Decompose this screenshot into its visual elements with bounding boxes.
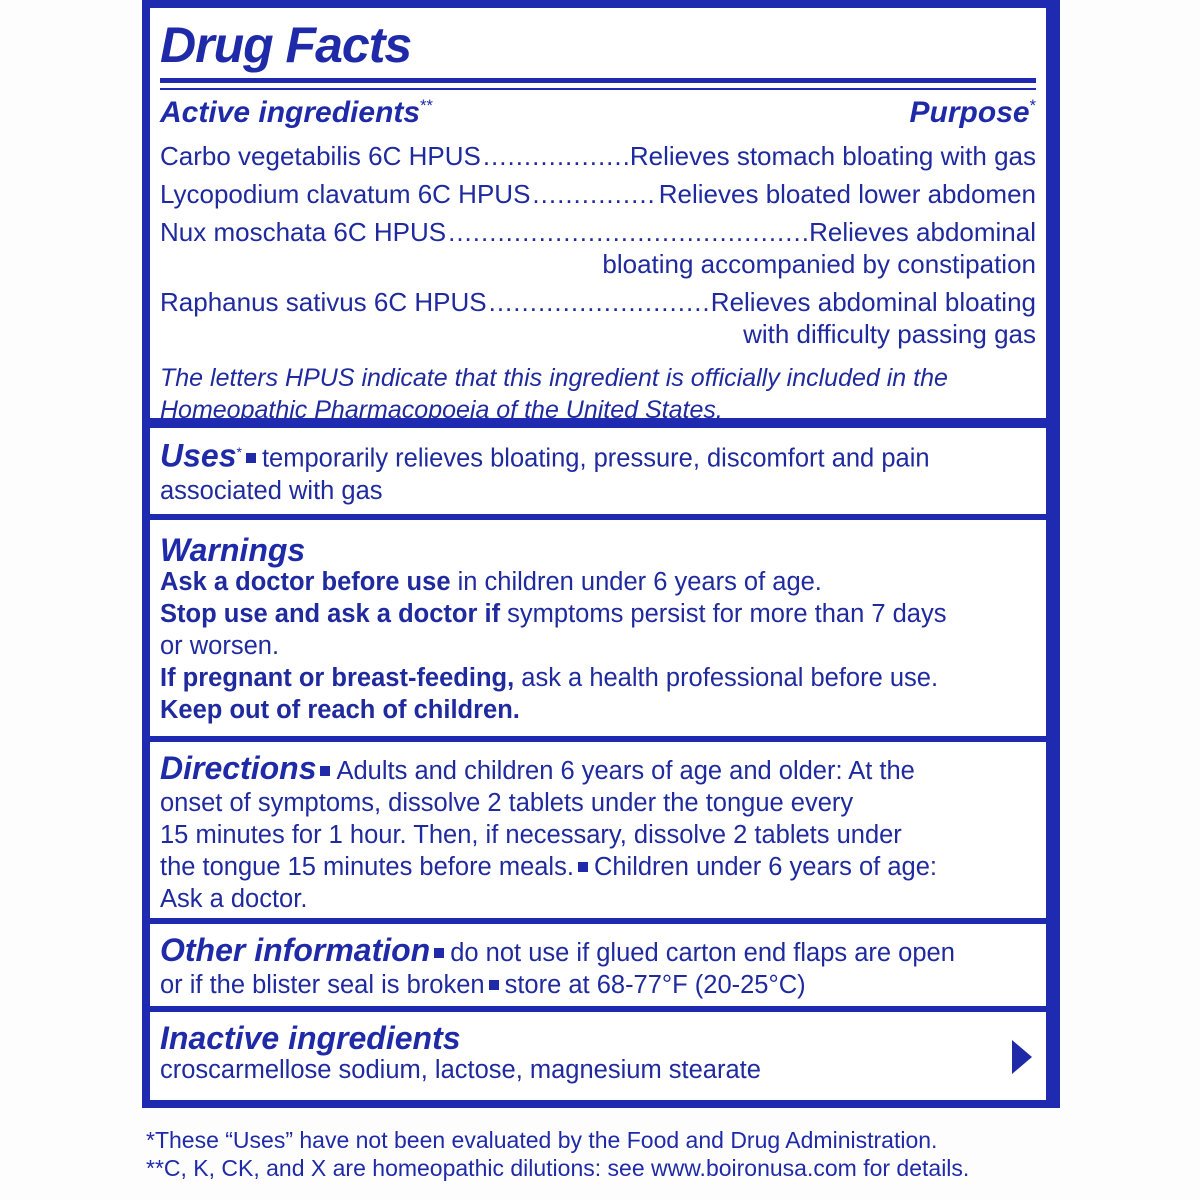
other-information-section: Other information do not use if glued carton end flaps are open or if the blister seal is broken store at 68-77°F (20-25°C) bbox=[150, 924, 1046, 1006]
hpus-note: The letters HPUS indicate that this ingredient is officially included in the Homeopathic Pharmacopoeia of the United States. bbox=[160, 364, 948, 424]
warning-line: Keep out of reach of children. bbox=[160, 696, 520, 724]
directions-section: Directions Adults and children 6 years of age and older: At the onset of symptoms, dissolve 2 tablets under the tongue every 15 minutes for 1 hour. Then, if necessary, dissolve 2 tablets under the tongue 15 minutes before meals. Children under 6 years of age: Ask a doctor. bbox=[150, 742, 1046, 918]
ingredient-name: Raphanus sativus 6C HPUS bbox=[160, 287, 487, 317]
title-rule-thick bbox=[160, 78, 1036, 83]
uses-text: Uses* temporarily relieves bloating, pressure, discomfort and pain associated with gas bbox=[160, 437, 930, 505]
bullet-square-icon bbox=[320, 766, 330, 776]
footnotes bbox=[146, 1126, 969, 1182]
warning-line: If pregnant or breast-feeding, ask a health professional before use. bbox=[160, 664, 939, 692]
page-title: Drug Facts bbox=[160, 17, 412, 73]
warnings-header: Warnings bbox=[160, 532, 306, 568]
dot-leader bbox=[448, 216, 807, 248]
inactive-ingredients-header: Inactive ingredients bbox=[160, 1020, 461, 1056]
ingredient-purpose: Relieves abdominal bloating bbox=[710, 287, 1036, 317]
ingredient-row bbox=[160, 286, 1036, 350]
ingredient-row bbox=[160, 140, 1036, 172]
uses-section bbox=[150, 428, 1046, 514]
warning-line: or worsen. bbox=[160, 632, 280, 660]
triangle-right-icon bbox=[1012, 1040, 1032, 1074]
bullet-square-icon bbox=[489, 980, 499, 990]
directions-header: Directions bbox=[160, 750, 317, 786]
title-rule-thin bbox=[160, 88, 1036, 90]
inactive-ingredients-text: croscarmellose sodium, lactose, magnesium stearate bbox=[160, 1056, 761, 1084]
purpose-header: Purpose* bbox=[909, 96, 1036, 129]
ingredient-purpose-continued: bloating accompanied by constipation bbox=[602, 249, 1036, 279]
ingredient-purpose-continued: with difficulty passing gas bbox=[743, 319, 1036, 349]
inactive-ingredients-section bbox=[150, 1012, 1046, 1100]
dot-leader bbox=[532, 178, 656, 210]
ingredient-name: Nux moschata 6C HPUS bbox=[160, 217, 447, 247]
bullet-square-icon bbox=[246, 453, 256, 463]
footnote: **C, K, CK, and X are homeopathic dilutions: see www.boironusa.com for details. bbox=[146, 1155, 970, 1181]
dot-leader bbox=[483, 140, 628, 172]
drug-facts-panel bbox=[142, 0, 1060, 1108]
bullet-square-icon bbox=[578, 862, 588, 872]
ingredient-name: Carbo vegetabilis 6C HPUS bbox=[160, 141, 481, 171]
dot-leader bbox=[489, 286, 709, 318]
ingredient-row bbox=[160, 216, 1036, 280]
warnings-section bbox=[150, 520, 1046, 736]
ingredient-purpose: Relieves abdominal bbox=[809, 217, 1036, 247]
active-ingredients-header: Active ingredients** bbox=[160, 96, 433, 129]
bullet-square-icon bbox=[434, 948, 444, 958]
ingredient-purpose: Relieves stomach bloating with gas bbox=[629, 141, 1036, 171]
active-ingredients-section bbox=[150, 8, 1046, 424]
footnote: *These “Uses” have not been evaluated by the Food and Drug Administration. bbox=[146, 1127, 938, 1153]
uses-header: Uses bbox=[160, 437, 237, 474]
other-information-header: Other information bbox=[160, 932, 431, 968]
ingredient-purpose: Relieves bloated lower abdomen bbox=[658, 179, 1036, 209]
warning-line: Ask a doctor before use in children under 6 years of age. bbox=[160, 568, 822, 596]
warning-line: Stop use and ask a doctor if symptoms persist for more than 7 days bbox=[160, 600, 947, 628]
ingredient-name: Lycopodium clavatum 6C HPUS bbox=[160, 179, 531, 209]
ingredient-row bbox=[160, 178, 1036, 210]
